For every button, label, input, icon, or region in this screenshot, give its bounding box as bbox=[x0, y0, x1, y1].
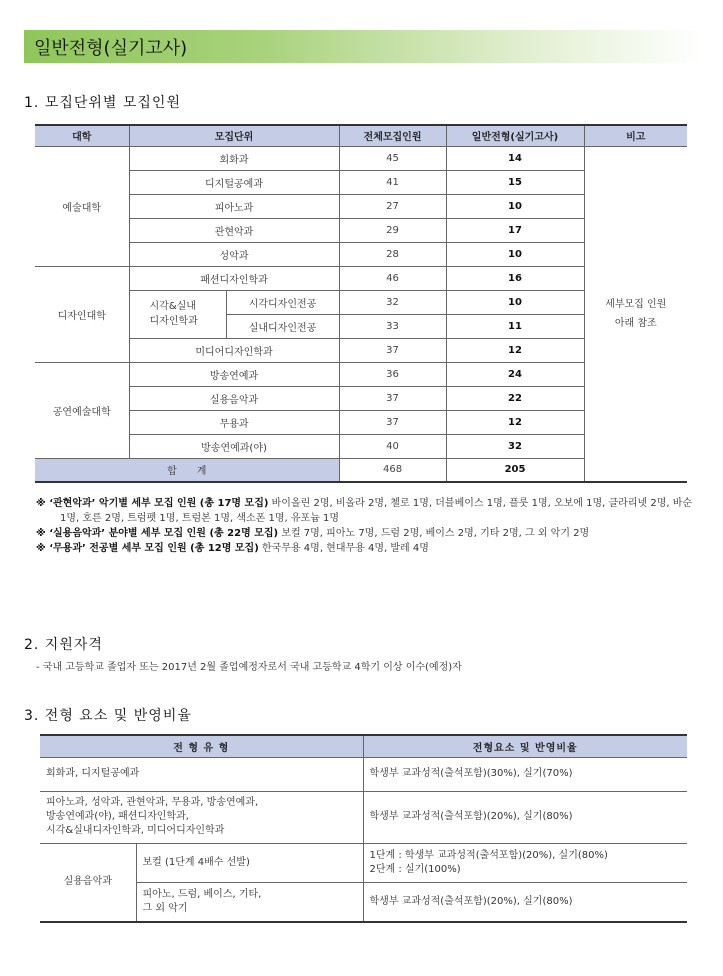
total-label: 합 계 bbox=[35, 458, 339, 482]
note-practical-music-title: ※ ‘실용음악과’ 분야별 세부 모집 인원 (총 22명 모집) bbox=[36, 528, 279, 539]
ratio-cell: 학생부 교과성적(출석포함)(20%), 실기(80%) bbox=[363, 791, 687, 843]
unit-cell: 피아노과 bbox=[129, 194, 339, 218]
table-row bbox=[40, 843, 687, 882]
qualification-text: - 국내 고등학교 졸업자 또는 2017년 2월 졸업예정자로서 국내 고등학교 4학기 이상 이수(예정)자 bbox=[36, 662, 462, 673]
note-dance bbox=[36, 541, 698, 556]
type-cell bbox=[40, 791, 363, 843]
page-title: 일반전형(실기고사) bbox=[34, 38, 188, 59]
sub-dept-cell bbox=[129, 290, 226, 338]
type-line: 시각&실내디자인학과, 미디어디자인학과 bbox=[46, 825, 225, 836]
total-cell: 33 bbox=[339, 314, 446, 338]
header-unit: 모집단위 bbox=[129, 125, 339, 146]
note-orchestra-title: ※ ‘관현악과’ 악기별 세부 모집 인원 (총 17명 모집) bbox=[36, 498, 269, 509]
note-cell bbox=[584, 146, 687, 482]
general-cell: 12 bbox=[446, 338, 584, 362]
note-orchestra bbox=[36, 496, 698, 526]
unit-cell: 미디어디자인학과 bbox=[129, 338, 339, 362]
unit-cell: 회화과 bbox=[129, 146, 339, 170]
section1-title: 1. 모집단위별 모집인원 bbox=[24, 95, 181, 111]
total-cell: 46 bbox=[339, 266, 446, 290]
general-cell: 32 bbox=[446, 434, 584, 458]
total-cell: 28 bbox=[339, 242, 446, 266]
header-ratio: 전형요소 및 반영비율 bbox=[363, 735, 687, 757]
type-line: 방송연예과(야), 패션디자인학과, bbox=[46, 811, 189, 822]
sub-dept-line2: 디자인학과 bbox=[149, 316, 198, 327]
general-cell: 12 bbox=[446, 410, 584, 434]
general-cell: 22 bbox=[446, 386, 584, 410]
header-general: 일반전형(실기고사) bbox=[446, 125, 584, 146]
type-line: 피아노과, 성악과, 관현악과, 무용과, 방송연예과, bbox=[46, 797, 259, 808]
unit-cell: 방송연예과 bbox=[129, 362, 339, 386]
sub-type-line: 그 외 악기 bbox=[142, 902, 188, 914]
note-practical-music bbox=[36, 526, 698, 541]
college-design: 디자인대학 bbox=[35, 266, 129, 362]
general-cell: 15 bbox=[446, 170, 584, 194]
section3-title: 3. 전형 요소 및 반영비율 bbox=[24, 708, 192, 724]
total-cell: 45 bbox=[339, 146, 446, 170]
page-title-bar bbox=[24, 30, 704, 63]
sub-type-cell: 보컬 (1단계 4배수 선발) bbox=[136, 843, 363, 882]
ratio-cell: 학생부 교과성적(출석포함)(30%), 실기(70%) bbox=[363, 757, 687, 791]
ratio-line: 2단계 : 실기(100%) bbox=[369, 863, 461, 875]
table-header-row bbox=[40, 735, 687, 757]
table-header-row bbox=[35, 125, 687, 146]
unit-cell: 패션디자인학과 bbox=[129, 266, 339, 290]
recruitment-table bbox=[35, 124, 687, 483]
ratio-cell: 학생부 교과성적(출석포함)(20%), 실기(80%) bbox=[363, 882, 687, 922]
general-cell: 10 bbox=[446, 290, 584, 314]
ratio-cell bbox=[363, 843, 687, 882]
total-cell: 41 bbox=[339, 170, 446, 194]
college-performing: 공연예술대학 bbox=[35, 362, 129, 458]
unit-cell: 디지털공예과 bbox=[129, 170, 339, 194]
unit-cell: 무용과 bbox=[129, 410, 339, 434]
header-total: 전체모집인원 bbox=[339, 125, 446, 146]
header-note: 비고 bbox=[584, 125, 687, 146]
total-cell: 37 bbox=[339, 338, 446, 362]
note-orchestra-text: 바이올린 2명, 비올라 2명, 첼로 1명, 더블베이스 1명, 플룻 1명, 오보에 1명, 클라리넷 2명, 바순 1명, 호른 2명, 트럼펫 1명, 트럼본 1명, 색소폰 1명, 유포늄 1명 bbox=[60, 498, 693, 524]
practical-music-cell: 실용음악과 bbox=[40, 843, 136, 922]
general-cell: 16 bbox=[446, 266, 584, 290]
general-cell: 10 bbox=[446, 194, 584, 218]
ratio-line: 1단계 : 학생부 교과성적(출석포함)(20%), 실기(80%) bbox=[369, 849, 608, 861]
total-cell: 32 bbox=[339, 290, 446, 314]
sub-type-cell bbox=[136, 882, 363, 922]
general-cell: 17 bbox=[446, 218, 584, 242]
unit-cell: 실용음악과 bbox=[129, 386, 339, 410]
table-row bbox=[40, 882, 687, 922]
unit-cell: 방송연예과(야) bbox=[129, 434, 339, 458]
table-row bbox=[40, 757, 687, 791]
note-line2: 아래 참조 bbox=[614, 317, 657, 329]
total-cell: 29 bbox=[339, 218, 446, 242]
general-cell: 24 bbox=[446, 362, 584, 386]
unit-cell: 실내디자인전공 bbox=[226, 314, 339, 338]
general-cell: 10 bbox=[446, 242, 584, 266]
total-cell: 27 bbox=[339, 194, 446, 218]
notes-block bbox=[36, 496, 698, 556]
general-cell: 14 bbox=[446, 146, 584, 170]
sub-type-line: 피아노, 드럼, 베이스, 기타, bbox=[142, 888, 262, 900]
header-type: 전 형 유 형 bbox=[40, 735, 363, 757]
sub-dept-line1: 시각&실내 bbox=[149, 301, 196, 312]
general-cell: 11 bbox=[446, 314, 584, 338]
unit-cell: 성악과 bbox=[129, 242, 339, 266]
type-cell: 회화과, 디지털공예과 bbox=[40, 757, 363, 791]
total-cell: 36 bbox=[339, 362, 446, 386]
evaluation-table bbox=[40, 734, 687, 923]
note-line1: 세부모집 인원 bbox=[605, 298, 667, 310]
college-arts: 예술대학 bbox=[35, 146, 129, 266]
section2-title: 2. 지원자격 bbox=[24, 637, 103, 653]
table-row bbox=[40, 791, 687, 843]
unit-cell: 시각디자인전공 bbox=[226, 290, 339, 314]
total-cell: 40 bbox=[339, 434, 446, 458]
total-cell: 37 bbox=[339, 386, 446, 410]
total-cell: 37 bbox=[339, 410, 446, 434]
table-row bbox=[35, 146, 687, 170]
total-general: 205 bbox=[446, 458, 584, 482]
note-practical-music-text: 보컬 7명, 피아노 7명, 드럼 2명, 베이스 2명, 기타 2명, 그 외 악기 2명 bbox=[278, 528, 590, 539]
unit-cell: 관현악과 bbox=[129, 218, 339, 242]
total-all: 468 bbox=[339, 458, 446, 482]
note-dance-text: 한국무용 4명, 현대무용 4명, 발레 4명 bbox=[258, 543, 429, 554]
header-college: 대학 bbox=[35, 125, 129, 146]
note-dance-title: ※ ‘무용과’ 전공별 세부 모집 인원 (총 12명 모집) bbox=[36, 543, 259, 554]
